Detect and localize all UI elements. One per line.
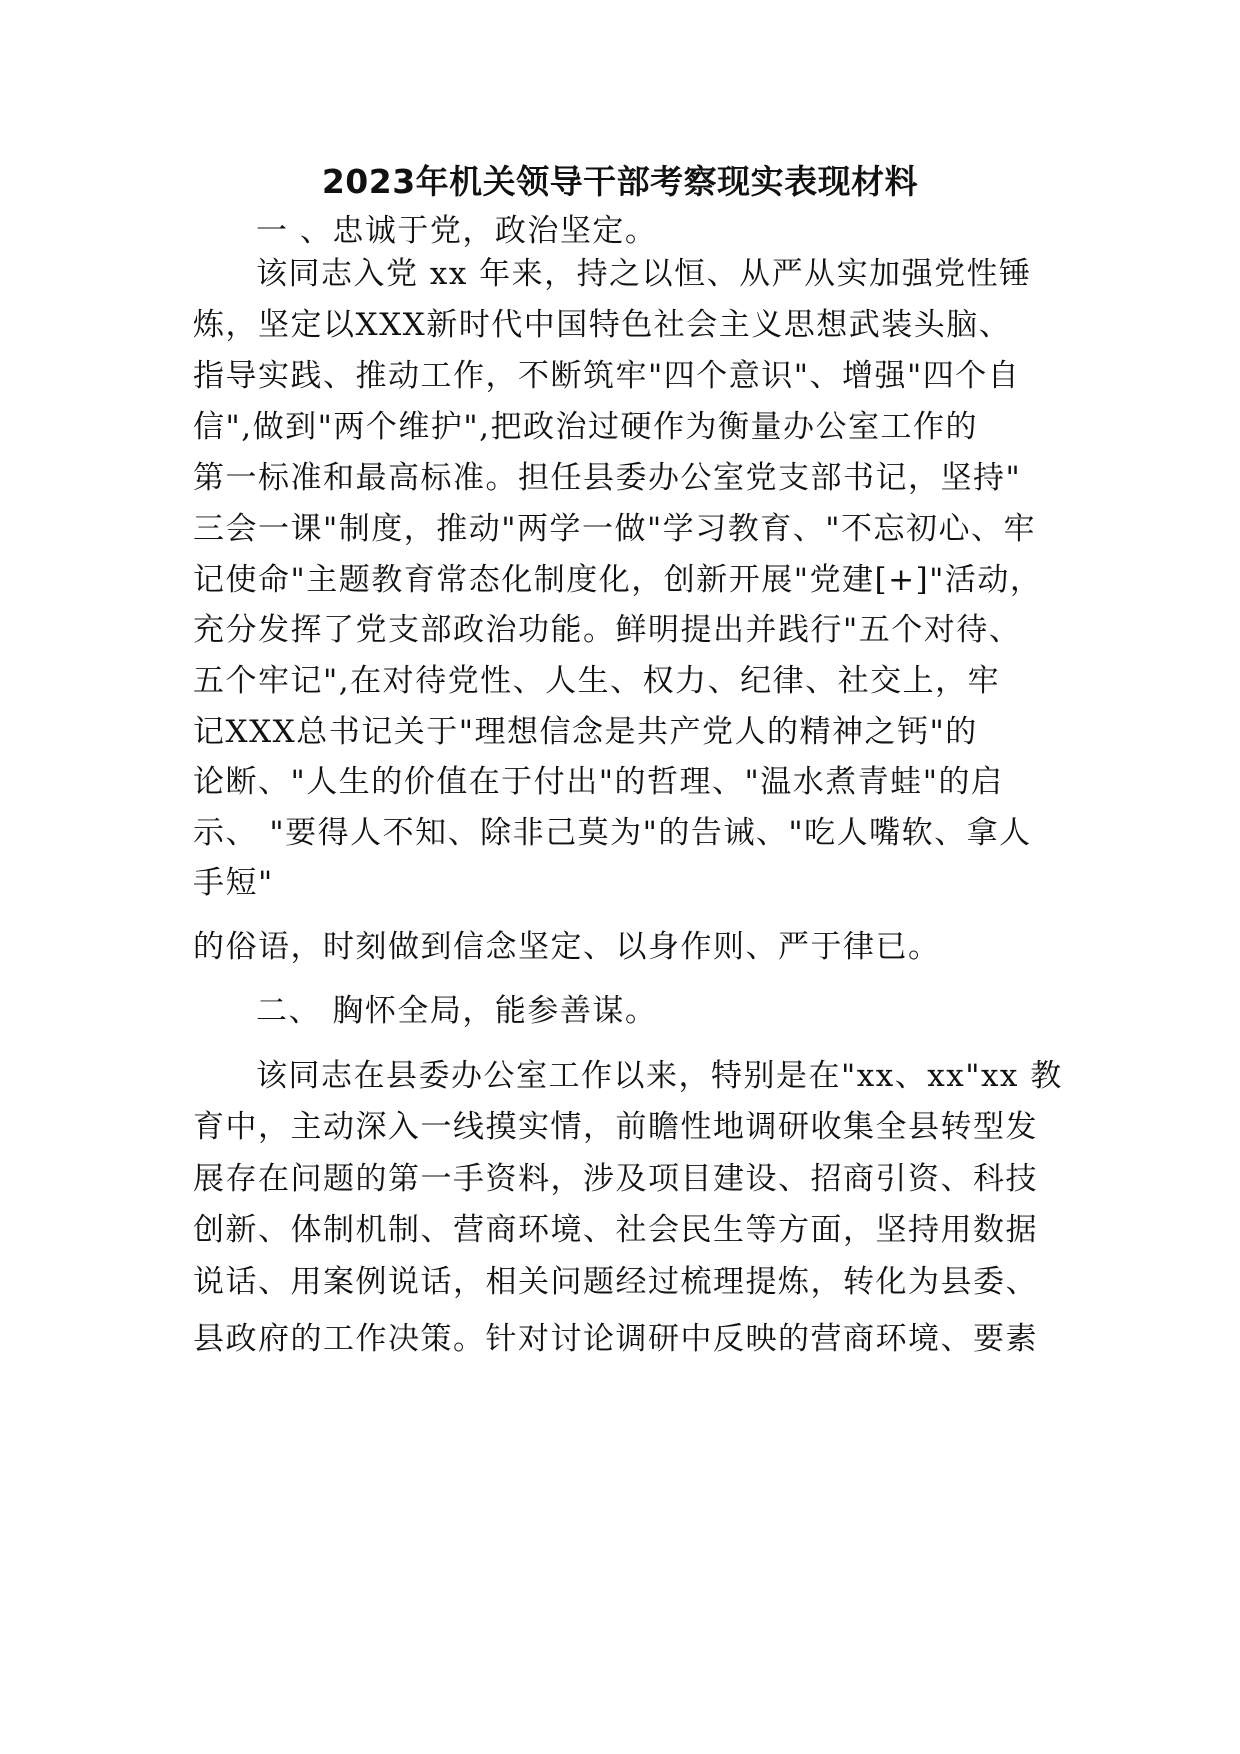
- paragraph-line: 第一标准和最高标准。担任县委办公室党支部书记，坚持": [193, 460, 1022, 496]
- paragraph-line: 五个牢记",在对待党性、人生、权力、纪律、社交上，牢: [193, 663, 1001, 699]
- paragraph-line: 记使命"主题教育常态化制度化，创新开展"党建[+]"活动，: [193, 562, 1043, 598]
- paragraph-line: 论断、"人生的价值在于付出"的哲理、"温水煮青蛙"的启: [193, 764, 1004, 800]
- paragraph-line: 手短": [193, 865, 274, 901]
- paragraph-line: 指导实践、推动工作，不断筑牢"四个意识"、增强"四个自: [193, 358, 1021, 394]
- paragraph-line: 该同志在县委办公室工作以来，特别是在"xx、xx"xx 教: [256, 1058, 1063, 1094]
- paragraph-line: 记XXX总书记关于"理想信念是共产党人的精神之钙"的: [193, 714, 978, 750]
- paragraph-line: 信",做到"两个维护",把政治过硬作为衡量办公室工作的: [193, 409, 978, 445]
- document-title: 2023年机关领导干部考察现实表现材料: [321, 162, 919, 201]
- paragraph-line: 展存在问题的第一手资料，涉及项目建设、招商引资、科技: [193, 1161, 1038, 1197]
- paragraph-line: 的俗语，时刻做到信念坚定、以身作则、严于律已。: [193, 929, 941, 965]
- paragraph-line: 三会一课"制度，推动"两学一做"学习教育、"不忘初心、牢: [193, 511, 1037, 547]
- paragraph-line: 县政府的工作决策。针对讨论调研中反映的营商环境、要素: [193, 1321, 1038, 1357]
- paragraph-line: 炼，坚定以XXX新时代中国特色社会主义思想武装头脑、: [193, 307, 1012, 343]
- paragraph-line: 示、 "要得人不知、除非己莫为"的告诫、"吃人嘴软、拿人: [193, 815, 1032, 851]
- paragraph-line: 育中，主动深入一线摸实情，前瞻性地调研收集全县转型发: [193, 1109, 1038, 1145]
- paragraph-line: 创新、体制机制、营商环境、社会民生等方面，坚持用数据: [193, 1212, 1038, 1248]
- paragraph-line: 该同志入党 xx 年来，持之以恒、从严从实加强党性锤: [256, 256, 1032, 292]
- section-heading-2: 二、 胸怀全局，能参善谋。: [256, 993, 658, 1029]
- paragraph-line: 说话、用案例说话，相关问题经过梳理提炼，转化为县委、: [193, 1264, 1038, 1300]
- paragraph-line: 充分发挥了党支部政治功能。鲜明提出并践行"五个对待、: [193, 612, 1022, 648]
- section-heading-1: 一 、忠诚于党，政治坚定。: [256, 213, 658, 249]
